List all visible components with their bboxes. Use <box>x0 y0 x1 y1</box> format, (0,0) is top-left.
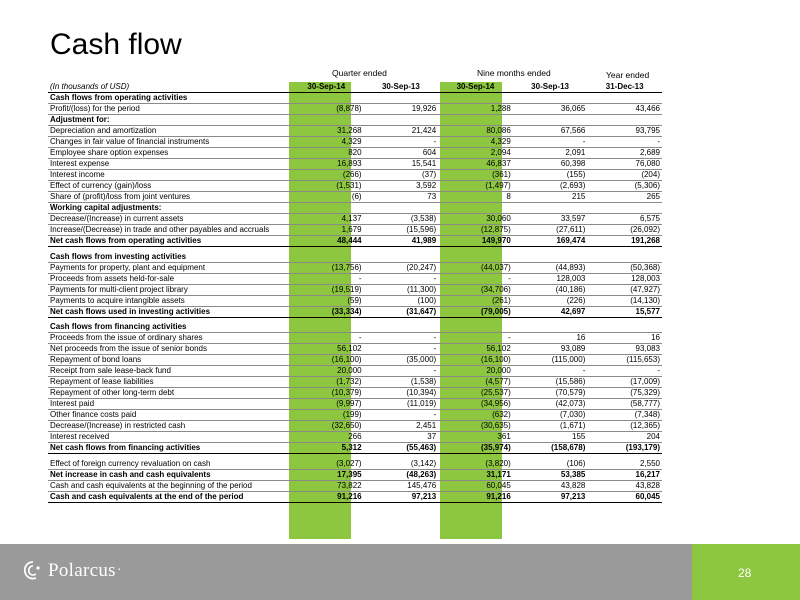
row-value: (48,263) <box>364 469 439 480</box>
row-value: 16 <box>513 333 588 344</box>
row-value: (30,635) <box>438 421 513 432</box>
row-value: (1,497) <box>438 181 513 192</box>
row-value <box>587 115 662 126</box>
row-label: Net cash flows from operating activities <box>48 236 289 247</box>
row-value: 16,893 <box>289 159 364 170</box>
row-label: Profit/(loss) for the period <box>48 104 289 115</box>
row-label: Effect of foreign currency revaluation on cash <box>48 459 289 470</box>
table-row <box>48 104 662 115</box>
row-value: 16 <box>587 333 662 344</box>
row-label: Repayment of bond loans <box>48 355 289 366</box>
row-value <box>513 322 588 333</box>
row-value: 36,065 <box>513 104 588 115</box>
row-label: Net cash flows used in investing activities <box>48 306 289 317</box>
row-label: Net cash flows from financing activities <box>48 443 289 454</box>
row-value: 73 <box>364 192 439 203</box>
row-value: 820 <box>289 148 364 159</box>
row-label: Interest expense <box>48 159 289 170</box>
row-value: (7,030) <box>513 410 588 421</box>
row-value: 16,217 <box>587 469 662 480</box>
row-value: 93,083 <box>587 344 662 355</box>
table-row <box>48 170 662 181</box>
row-value: (158,678) <box>513 443 588 454</box>
row-label: Payments for multi-client project library <box>48 284 289 295</box>
section-row <box>48 115 662 126</box>
table-row <box>48 410 662 421</box>
row-value: 19,926 <box>364 104 439 115</box>
table-row <box>48 273 662 284</box>
row-value: (17,009) <box>587 377 662 388</box>
row-value: - <box>364 333 439 344</box>
row-value: (1,531) <box>289 181 364 192</box>
row-value: (11,300) <box>364 284 439 295</box>
row-value <box>513 203 588 214</box>
row-value: (11,019) <box>364 399 439 410</box>
row-value: (100) <box>364 295 439 306</box>
row-value: 43,828 <box>587 480 662 491</box>
row-value: (33,334) <box>289 306 364 317</box>
row-value: - <box>587 137 662 148</box>
total-row <box>48 236 662 247</box>
row-value: 46,837 <box>438 159 513 170</box>
row-value: (115,653) <box>587 355 662 366</box>
row-value: (6) <box>289 192 364 203</box>
row-label: Receipt from sale lease-back fund <box>48 366 289 377</box>
row-value: (193,179) <box>587 443 662 454</box>
row-value: (226) <box>513 295 588 306</box>
row-value: (1,538) <box>364 377 439 388</box>
row-value: (27,611) <box>513 225 588 236</box>
row-label: Repayment of lease liabilities <box>48 377 289 388</box>
table-row <box>48 295 662 306</box>
row-value: (266) <box>289 170 364 181</box>
row-label: Working capital adjustments: <box>48 203 289 214</box>
row-value: 48,444 <box>289 236 364 247</box>
row-value: (14,130) <box>587 295 662 306</box>
row-value: (32,650) <box>289 421 364 432</box>
row-value: (70,579) <box>513 388 588 399</box>
row-value: (10,394) <box>364 388 439 399</box>
row-value: (31,647) <box>364 306 439 317</box>
row-value: 265 <box>587 192 662 203</box>
table-row <box>48 355 662 366</box>
row-label: Adjustment for: <box>48 115 289 126</box>
row-value: (3,142) <box>364 459 439 470</box>
row-value: (35,974) <box>438 443 513 454</box>
row-value: 20,000 <box>438 366 513 377</box>
row-value <box>438 322 513 333</box>
row-value: 8 <box>438 192 513 203</box>
row-value: (4,577) <box>438 377 513 388</box>
row-value: (40,186) <box>513 284 588 295</box>
row-value: 2,091 <box>513 148 588 159</box>
row-value: (1,732) <box>289 377 364 388</box>
row-label: Net proceeds from the issue of senior bonds <box>48 344 289 355</box>
section-row <box>48 322 662 333</box>
table-row <box>48 181 662 192</box>
row-value: 43,828 <box>513 480 588 491</box>
row-value: 33,597 <box>513 214 588 225</box>
row-value: (15,586) <box>513 377 588 388</box>
table-row <box>48 366 662 377</box>
row-value: (12,875) <box>438 225 513 236</box>
section-row <box>48 203 662 214</box>
row-value: 30,060 <box>438 214 513 225</box>
table-row <box>48 480 662 491</box>
row-value: 41,989 <box>364 236 439 247</box>
logo-text: Polarcus <box>48 560 116 581</box>
row-value: 145,476 <box>364 480 439 491</box>
row-value: (5,306) <box>587 181 662 192</box>
row-value: 4,329 <box>438 137 513 148</box>
row-value: 4,329 <box>289 137 364 148</box>
row-value: 3,592 <box>364 181 439 192</box>
total-row <box>48 491 662 502</box>
row-value: (2,693) <box>513 181 588 192</box>
row-value: (42,073) <box>513 399 588 410</box>
row-value: 149,970 <box>438 236 513 247</box>
slide-title: Cash flow <box>50 28 182 61</box>
table-row <box>48 421 662 432</box>
row-value: 21,424 <box>364 126 439 137</box>
row-value <box>289 322 364 333</box>
row-value: 76,080 <box>587 159 662 170</box>
row-value <box>364 203 439 214</box>
row-value: (20,247) <box>364 262 439 273</box>
row-value: - <box>364 273 439 284</box>
group-header-quarter: Quarter ended <box>332 68 387 78</box>
cash-flow-table <box>48 82 662 503</box>
row-value: 15,541 <box>364 159 439 170</box>
row-value: - <box>364 366 439 377</box>
row-value <box>587 203 662 214</box>
row-label: Share of (profit)/loss from joint ventures <box>48 192 289 203</box>
row-label: Decrease/(Increase) in current assets <box>48 214 289 225</box>
row-value: - <box>513 366 588 377</box>
row-label: Cash flows from operating activities <box>48 93 289 104</box>
row-value: (8,878) <box>289 104 364 115</box>
row-value: (16,100) <box>289 355 364 366</box>
row-value: 20,000 <box>289 366 364 377</box>
row-label: Interest income <box>48 170 289 181</box>
row-value: 191,268 <box>587 236 662 247</box>
row-value <box>289 203 364 214</box>
row-label: Cash flows from investing activities <box>48 252 289 263</box>
row-value: 93,795 <box>587 126 662 137</box>
row-value: (44,893) <box>513 262 588 273</box>
row-value: (9,997) <box>289 399 364 410</box>
row-value: (59) <box>289 295 364 306</box>
unit-label: (In thousands of USD) <box>48 82 289 93</box>
row-value: (58,777) <box>587 399 662 410</box>
row-value <box>513 252 588 263</box>
table-row <box>48 333 662 344</box>
total-row <box>48 306 662 317</box>
row-value: 4,137 <box>289 214 364 225</box>
row-value <box>438 115 513 126</box>
row-value: 31,268 <box>289 126 364 137</box>
row-value <box>364 252 439 263</box>
row-value: 60,398 <box>513 159 588 170</box>
row-value: (35,000) <box>364 355 439 366</box>
row-label: Payments for property, plant and equipment <box>48 262 289 273</box>
group-header-year: Year ended <box>606 70 650 80</box>
row-value <box>513 115 588 126</box>
row-value: - <box>438 333 513 344</box>
table-row <box>48 148 662 159</box>
row-value: 31,171 <box>438 469 513 480</box>
row-value: 73,822 <box>289 480 364 491</box>
polarcus-logo <box>22 560 122 582</box>
row-value: 97,213 <box>513 491 588 502</box>
row-value: (75,329) <box>587 388 662 399</box>
row-value: 204 <box>587 432 662 443</box>
row-value <box>289 115 364 126</box>
row-value: (12,365) <box>587 421 662 432</box>
column-header-nine-months-2014: 30-Sep-14 <box>438 82 513 93</box>
table-header-row <box>48 82 662 93</box>
logo-mark: · <box>116 563 122 578</box>
row-value: (50,368) <box>587 262 662 273</box>
row-value: 1,679 <box>289 225 364 236</box>
row-value: 215 <box>513 192 588 203</box>
row-value: (19,519) <box>289 284 364 295</box>
row-label: Changes in fair value of financial instruments <box>48 137 289 148</box>
row-value: 67,566 <box>513 126 588 137</box>
column-header-nine-months-2013: 30-Sep-13 <box>513 82 588 93</box>
row-value <box>289 93 364 104</box>
row-value: - <box>513 137 588 148</box>
row-label: Depreciation and amortization <box>48 126 289 137</box>
section-row <box>48 469 662 480</box>
row-value: (115,000) <box>513 355 588 366</box>
row-value: - <box>289 333 364 344</box>
row-value: (204) <box>587 170 662 181</box>
row-value: - <box>587 366 662 377</box>
row-label: Repayment of other long-term debt <box>48 388 289 399</box>
row-value: 42,697 <box>513 306 588 317</box>
table-row <box>48 225 662 236</box>
row-label: Payments to acquire intangible assets <box>48 295 289 306</box>
row-value <box>438 203 513 214</box>
row-value: (26,092) <box>587 225 662 236</box>
row-value: - <box>438 273 513 284</box>
row-value: - <box>364 137 439 148</box>
polarcus-swirl-icon <box>22 560 44 582</box>
column-header-quarter-2014: 30-Sep-14 <box>289 82 364 93</box>
row-value: (3,538) <box>364 214 439 225</box>
section-row <box>48 252 662 263</box>
row-value: 60,045 <box>438 480 513 491</box>
row-value: (261) <box>438 295 513 306</box>
row-value: 60,045 <box>587 491 662 502</box>
row-value: (632) <box>438 410 513 421</box>
row-value: (55,463) <box>364 443 439 454</box>
row-value <box>438 93 513 104</box>
row-value: 91,216 <box>289 491 364 502</box>
row-value: 155 <box>513 432 588 443</box>
row-value <box>587 252 662 263</box>
row-value: 91,216 <box>438 491 513 502</box>
row-value: 56,102 <box>438 344 513 355</box>
row-value: 2,550 <box>587 459 662 470</box>
row-value: 15,577 <box>587 306 662 317</box>
row-value: (47,927) <box>587 284 662 295</box>
row-value: 2,689 <box>587 148 662 159</box>
total-row <box>48 443 662 454</box>
row-value: - <box>364 344 439 355</box>
row-label: Effect of currency (gain)/loss <box>48 181 289 192</box>
row-label: Cash flows from financing activities <box>48 322 289 333</box>
table-row <box>48 432 662 443</box>
row-label: Net increase in cash and cash equivalents <box>48 469 289 480</box>
row-label: Employee share option expenses <box>48 148 289 159</box>
table-row <box>48 192 662 203</box>
row-value: 2,451 <box>364 421 439 432</box>
row-value: (199) <box>289 410 364 421</box>
row-value <box>364 322 439 333</box>
row-value: (13,756) <box>289 262 364 273</box>
section-row <box>48 93 662 104</box>
column-header-year-2013: 31-Dec-13 <box>587 82 662 93</box>
page-number: 28 <box>738 566 752 580</box>
row-value: 1,288 <box>438 104 513 115</box>
row-value <box>513 93 588 104</box>
row-value: 5,312 <box>289 443 364 454</box>
row-value <box>364 93 439 104</box>
row-value: (15,596) <box>364 225 439 236</box>
table-row <box>48 388 662 399</box>
row-label: Interest received <box>48 432 289 443</box>
table-row <box>48 262 662 273</box>
row-value: 97,213 <box>364 491 439 502</box>
row-label: Other finance costs paid <box>48 410 289 421</box>
row-value <box>438 252 513 263</box>
row-value: 169,474 <box>513 236 588 247</box>
row-value: (7,348) <box>587 410 662 421</box>
row-value: (37) <box>364 170 439 181</box>
row-label: Interest paid <box>48 399 289 410</box>
table-row <box>48 159 662 170</box>
row-value: (3,820) <box>438 459 513 470</box>
row-value <box>587 322 662 333</box>
table-row <box>48 214 662 225</box>
row-value: 53,385 <box>513 469 588 480</box>
row-value: (25,537) <box>438 388 513 399</box>
row-value: 361 <box>438 432 513 443</box>
row-value <box>289 252 364 263</box>
table-row <box>48 126 662 137</box>
row-value: (1,671) <box>513 421 588 432</box>
row-value: (34,956) <box>438 399 513 410</box>
row-value: 6,575 <box>587 214 662 225</box>
row-value: 128,003 <box>513 273 588 284</box>
table-row <box>48 399 662 410</box>
cash-flow-table-body <box>48 82 662 502</box>
row-value: (10,379) <box>289 388 364 399</box>
row-value: 93,089 <box>513 344 588 355</box>
row-value: (79,005) <box>438 306 513 317</box>
row-label: Proceeds from assets held-for-sale <box>48 273 289 284</box>
table-row <box>48 459 662 470</box>
row-value: (106) <box>513 459 588 470</box>
row-value: - <box>364 410 439 421</box>
row-value: 80,086 <box>438 126 513 137</box>
row-value: 604 <box>364 148 439 159</box>
row-value <box>587 93 662 104</box>
row-value: 17,395 <box>289 469 364 480</box>
table-row <box>48 137 662 148</box>
row-value: (34,706) <box>438 284 513 295</box>
row-value: (155) <box>513 170 588 181</box>
row-label: Proceeds from the issue of ordinary shares <box>48 333 289 344</box>
row-value: 266 <box>289 432 364 443</box>
row-value: (3,027) <box>289 459 364 470</box>
row-value: - <box>289 273 364 284</box>
row-value: (16,100) <box>438 355 513 366</box>
row-value <box>364 115 439 126</box>
row-value: 56,102 <box>289 344 364 355</box>
row-value: 128,003 <box>587 273 662 284</box>
column-header-quarter-2013: 30-Sep-13 <box>364 82 439 93</box>
row-value: 37 <box>364 432 439 443</box>
row-value: 43,466 <box>587 104 662 115</box>
row-label: Decrease/(Increase) in restricted cash <box>48 421 289 432</box>
row-label: Increase/(Decrease) in trade and other payables and accruals <box>48 225 289 236</box>
row-label: Cash and cash equivalents at the end of the period <box>48 491 289 502</box>
row-value: 2,094 <box>438 148 513 159</box>
table-row <box>48 344 662 355</box>
table-row <box>48 377 662 388</box>
row-value: (44,037) <box>438 262 513 273</box>
row-label: Cash and cash equivalents at the beginning of the period <box>48 480 289 491</box>
row-value: (361) <box>438 170 513 181</box>
group-header-nine-months: Nine months ended <box>477 68 551 78</box>
table-row <box>48 284 662 295</box>
